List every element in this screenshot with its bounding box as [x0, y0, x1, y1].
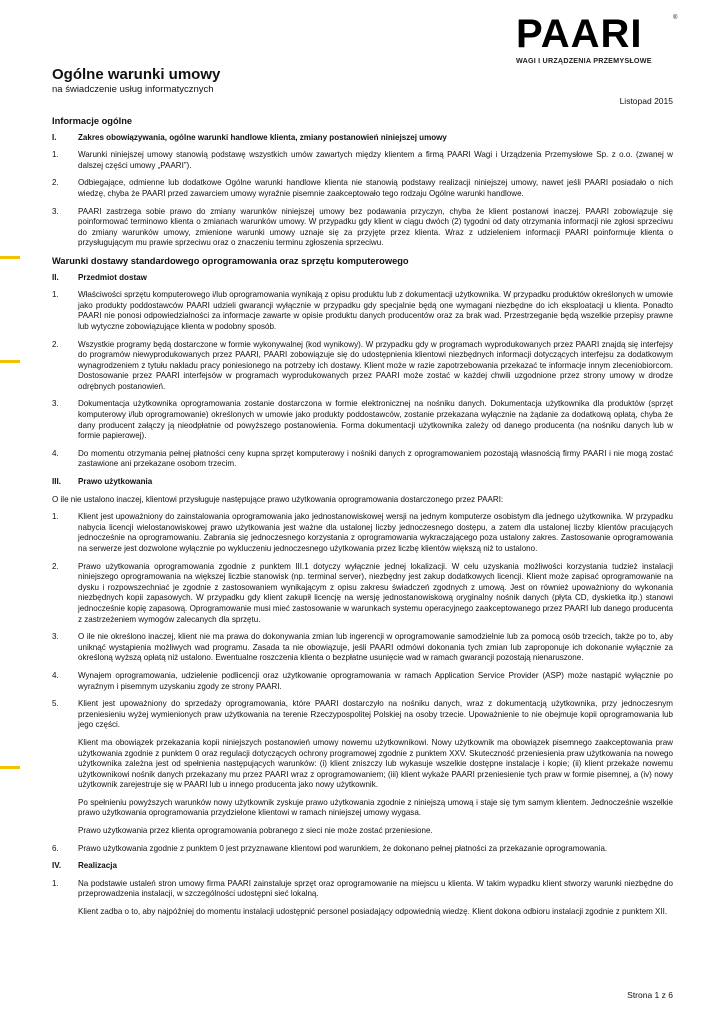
paragraph-text: O ile nie określono inaczej, klient nie ma prawa do dokonywania zmian lub ingerencji w oprogramowanie samodzielnie lub za pomocą osób trzecich, także po to, aby uniknąć wystąpienia możliwych wad programu. Zasada ta nie obowiązuje, jeśli PAARI odmówi dokonania tych zmian lub zaproponuje ich dokonanie wyłącznie za określoną wyższą opłatą niż ustalono. Ewentualne roszczenia klienta o bezpłatne usunięcie wad w ramach gwarancji pozostają nienaruszone.: [78, 632, 673, 663]
page-number: Strona 1 z 6: [627, 990, 673, 1000]
chapter-heading: [52, 861, 673, 872]
numbered-paragraph: [52, 699, 673, 731]
document-body: [52, 112, 673, 925]
numbered-paragraph: [52, 562, 673, 626]
paragraph-text: Warunki niniejszej umowy stanowią podstawę wszystkich umów zawartych między klientem a firmą PAARI Wagi i Urządzenia Przemysłowe Sp. z o.o. (zwanej w dalszej części umowy „PAARI”).: [78, 150, 673, 170]
numbered-paragraph: [52, 178, 673, 199]
paragraph-number: 2.: [52, 339, 59, 349]
numbered-paragraph: [52, 150, 673, 171]
document-title: Ogólne warunki umowy: [52, 66, 221, 83]
paragraph-number: 6.: [52, 843, 59, 853]
numbered-paragraph: [52, 449, 673, 470]
paragraph-number: 1.: [52, 512, 59, 522]
document-date: Listopad 2015: [619, 96, 673, 106]
logo-tagline: WAGI I URZĄDZENIA PRZEMYSŁOWE: [516, 56, 652, 65]
paragraph-number: 3.: [52, 206, 59, 216]
logo-registered-mark: ®: [673, 15, 678, 21]
numbered-paragraph: [52, 671, 673, 692]
numbered-paragraph: [52, 399, 673, 441]
margin-marker-1: [0, 256, 20, 259]
paragraph-number: II.: [52, 272, 59, 282]
numbered-paragraph: [52, 512, 673, 554]
numbered-paragraph: [52, 290, 673, 332]
paari-logo: [516, 14, 678, 65]
numbered-paragraph: [52, 340, 673, 393]
paragraph-text: Prawo użytkowania zgodnie z punktem 0 jest przyznawane klientowi pod warunkiem, że dokonano pełnej płatności za przekazanie oprogramowania.: [78, 843, 608, 853]
paragraph-text: Na podstawie ustaleń stron umowy firma PAARI zainstaluje sprzęt oraz oprogramowanie na miejscu u klienta. W takim wypadku klient stworzy warunki niezbędne do przeprowadzenia instalacji, w szczególności udostępni sieć lokalną.: [78, 878, 673, 899]
paragraph-number: III.: [52, 477, 61, 487]
paragraph-text: Wszystkie programy będą dostarczone w formie wykonywalnej (kod wynikowy). W przypadku gdy w programach wyprodukowanych przez PAARI znajdą się interfejsy do programów niewyprodukowanych przez PAARI, PAARI zobowiązuje się do udostępnienia klientowi niezbędnych informacji dotyczących interfejsu za dodatkowym wynagrodzeniem z tytułu nakładu pracy poniesionego na potrzeby ich dostawy. Klient może w razie zapotrzebowania przekazać te informacje innym zleceniobiorcom. Dostosowanie przez PAARI interfejsów w programach wyprodukowanych przez PAARI może zostać w każdej chwili uzgodnione przez strony umowy w drodze odrębnych postanowień.: [78, 339, 673, 391]
chapter-heading: [52, 133, 673, 144]
logo-brand: PAARI: [516, 12, 643, 56]
paragraph-text: Do momentu otrzymania pełnej płatności ceny kupna sprzęt komputerowy i nośniki danych z oprogramowaniem pozostają własnością firmy PAARI i nie mogą zostać zastawione ani przekazane osobom trzecim.: [78, 448, 673, 469]
paragraph-number: IV.: [52, 861, 62, 871]
continuation-paragraph: Prawo użytkowania przez klienta oprogramowania pobranego z sieci nie może zostać przeniesione.: [78, 826, 433, 836]
paragraph-text: Prawo użytkowania oprogramowania zgodnie z punktem III.1 dotyczy wyłącznie jednej lokalizacji. W celu uzyskania możliwości korzystania tudzież instalacji niniejszego oprogramowania na większej liczbie stanowisk (np. terminal server), niezbędny jest zakup dodatkowych licencji. Klient może zapisać oprogramowanie na dysku i rozpowszechniać je zgodnie z zastosowaniem wynikającym z opisu zakresu świadczeń zgodnych z umową. Jest on również upoważniony do wykonania niezbędnych kopii zapasowych. W przypadku gdy klient zakupił licencję na wersję jednostanowiskową oryginalny nośnik danych (płyta CD, dyskietka itp.) stanowi jednocześnie kopię zapasową. Oprogramowanie musi mieć zastosowanie w warunkach systemu operacyjnego zaakceptowanego przez PAARI lub danego producenta z zastrzeżeniem wymogów zalecanych dla sprzętu.: [78, 561, 673, 624]
paragraph-text: Zakres obowiązywania, ogólne warunki handlowe klienta, zmiany postanowień niniejszej umowy: [78, 132, 447, 142]
paragraph-text: Właściwości sprzętu komputerowego i/lub oprogramowania wynikają z opisu produktu lub z dokumentacji użytkownika. W przypadku produktów określonych w umowie jako produkty poddostawców PAARI udzieli gwarancji wyłącznie w przypadku gdy specjalnie będą one wymagani niezbędne do ich eksploatacji u klienta. Ponadto PAARI nie ponosi odpowiedzialności za informacje zawarte w opisie produktu danych producentów oraz za brak wad. Przestrzeganie będą wszelkie przepisy prawne lub wytyczne zobowiązujące klienta w podobny sposób.: [78, 290, 673, 331]
numbered-paragraph: [52, 207, 673, 249]
paragraph-number: 3.: [52, 632, 59, 642]
paragraph-number: 2.: [52, 561, 59, 571]
paragraph-text: Prawo użytkowania: [78, 477, 153, 487]
paragraph-number: 4.: [52, 448, 59, 458]
section-heading: Warunki dostawy standardowego oprogramowania oraz sprzętu komputerowego: [52, 255, 409, 266]
paragraph-text: Przedmiot dostaw: [78, 272, 147, 282]
continuation-paragraph: Klient ma obowiązek przekazania kopii niniejszych postanowień umowy nowemu użytkownikowi. Nowy użytkownik ma obowiązek pisemnego zaakceptowania praw użytkowania zgodnie z punktem 0 oraz regulacji dotyczących ochrony programowej zgodnie z punktem XXV. Skuteczność przeniesienia praw użytkowania na nowego użytkownika zależna jest od spełnienia następujących warunków: (i) klient zniszczy lub wykasuje wszelkie dostępne instalacje i kopie; (ii) klient przekaże nowemu użytkownikowi nośnik danych przekazany mu przez PAARI wraz z oprogramowaniem; (iii) klient wykaże PAARI przeniesienie tych praw w formie pisemnej, a (iv) nowy użytkownik zarejestruje się w PAARI lub u innego producenta jako nowy użytkownik.: [78, 737, 673, 790]
numbered-paragraph: [52, 879, 673, 900]
paragraph-number: 3.: [52, 399, 59, 409]
chapter-heading: [52, 477, 673, 488]
paragraph-number: I.: [52, 132, 57, 142]
paragraph-number: 1.: [52, 878, 59, 888]
document-subtitle: na świadczenie usług informatycznych: [52, 84, 214, 95]
paragraph-text: Dokumentacja użytkownika oprogramowania zostanie dostarczona w formie elektronicznej na nośniku danych. Dokumentacja użytkownika dla produktów (sprzęt komputerowy i/lub oprogramowanie) określonych w umowie jako produkty poddostawców, zostanie przekazana wyłącznie na żądanie za dodatkową opłatą, chyba że dany producent załączy ją nieodpłatnie od powyższego postanowienia. Forma dokumentacji użytkownika zależy od danego producenta (na nośniku danych lub w formie papierowej).: [78, 399, 673, 441]
paragraph-number: 1.: [52, 150, 59, 160]
paragraph-number: 1.: [52, 290, 59, 300]
numbered-paragraph: [52, 844, 673, 855]
paragraph-text: Klient jest upoważniony do zainstalowania oprogramowania jako jednostanowiskowej wersji na jednym komputerze osobistym dla jednego użytkownika. W przypadku nabycia licencji wielostanowiskowej prawo użytkowania jest ważne dla ustalonej liczby jednoczesnego dostępu, a zatem dla ustalonej liczby klientów pracujących jednocześnie na oprogramowaniu. Zabrania się jednoczesnego korzystania z oprogramowania wykraczającego poza ustalony zakres. Zastosowanie oprogramowania na serwerze jest dozwolone wyłącznie po wykluczeniu jednoczesnego użytkowania przez liczbę klientów większą niż to ustalono.: [78, 512, 673, 553]
chapter-heading: [52, 273, 673, 284]
paragraph-text: PAARI zastrzega sobie prawo do zmiany warunków niniejszej umowy bez podawania przyczyn, chyba że klient postanowi inaczej. PAARI zobowiązuje się poinformować terminowo klienta o zmianach warunków umowy. W przypadku gdy klient w ciągu dwóch (2) tygodni od daty otrzymania informacji nie zgłosi sprzeciwu do zmiany warunków umowy, zmienione warunki umowy uznaje się za przyjęte przez klienta. Wraz z udzieleniem informacji PAARI poinformuje klienta o przysługującym mu prawie sprzeciwu oraz o znaczeniu terminu zgłoszenia sprzeciwu.: [78, 206, 673, 248]
margin-marker-3: [0, 766, 20, 769]
continuation-paragraph: Klient zadba o to, aby najpóźniej do momentu instalacji udostępnić personel posiadający odpowiednią wiedzę. Klient dokona odbioru instalacji zgodnie z punktem XII.: [78, 907, 668, 917]
numbered-paragraph: [52, 632, 673, 664]
continuation-paragraph: Po spełnieniu powyższych warunków nowy użytkownik zyskuje prawo użytkowania zgodnie z niniejszą umową i staje się tym samym klientem. Jednocześnie wszelkie prawo użytkowania oprogramowania przydzielone klientowi w ramach niniejszej umowy wygasa.: [78, 797, 673, 818]
intro-paragraph: O ile nie ustalono inaczej, klientowi przysługuje następujące prawo użytkowania oprogramowania dostarczonego przez PAARI:: [52, 494, 504, 504]
paragraph-number: 4.: [52, 670, 59, 680]
paragraph-text: Realizacja: [78, 861, 117, 871]
paragraph-text: Wynajem oprogramowania, udzielenie podlicencji oraz użytkowanie oprogramowania w ramach Application Service Provider (ASP) może nastąpić wyłącznie po wyraźnym i pisemnym uzyskaniu zgody ze strony PAARI.: [78, 670, 673, 691]
section-heading: Informacje ogólne: [52, 116, 133, 126]
paragraph-text: Odbiegające, odmienne lub dodatkowe Ogólne warunki handlowe klienta nie stanowią podstawy realizacji niniejszej umowy, nawet jeśli PAARI posiadało o nich wiedzę, chyba że PAARI przed zawarciem umowy wyraźnie pisemnie zaakceptowało tego rodzaju Ogólne warunki handlowe.: [78, 178, 673, 198]
paragraph-number: 2.: [52, 178, 59, 188]
paragraph-number: 5.: [52, 699, 59, 709]
margin-marker-2: [0, 360, 20, 363]
paragraph-text: Klient jest upoważniony do sprzedaży oprogramowania, które PAARI dostarczyło na nośniku danych, wraz z dokumentacją użytkownika, przy jednoczesnym przeniesieniu wyżej wymienionych praw użytkowania na terenie Rzeczypospolitej Polskiej na osoby trzecie. Upoważnienie to nie obejmuje kopii oprogramowania lub jego części.: [78, 699, 673, 730]
